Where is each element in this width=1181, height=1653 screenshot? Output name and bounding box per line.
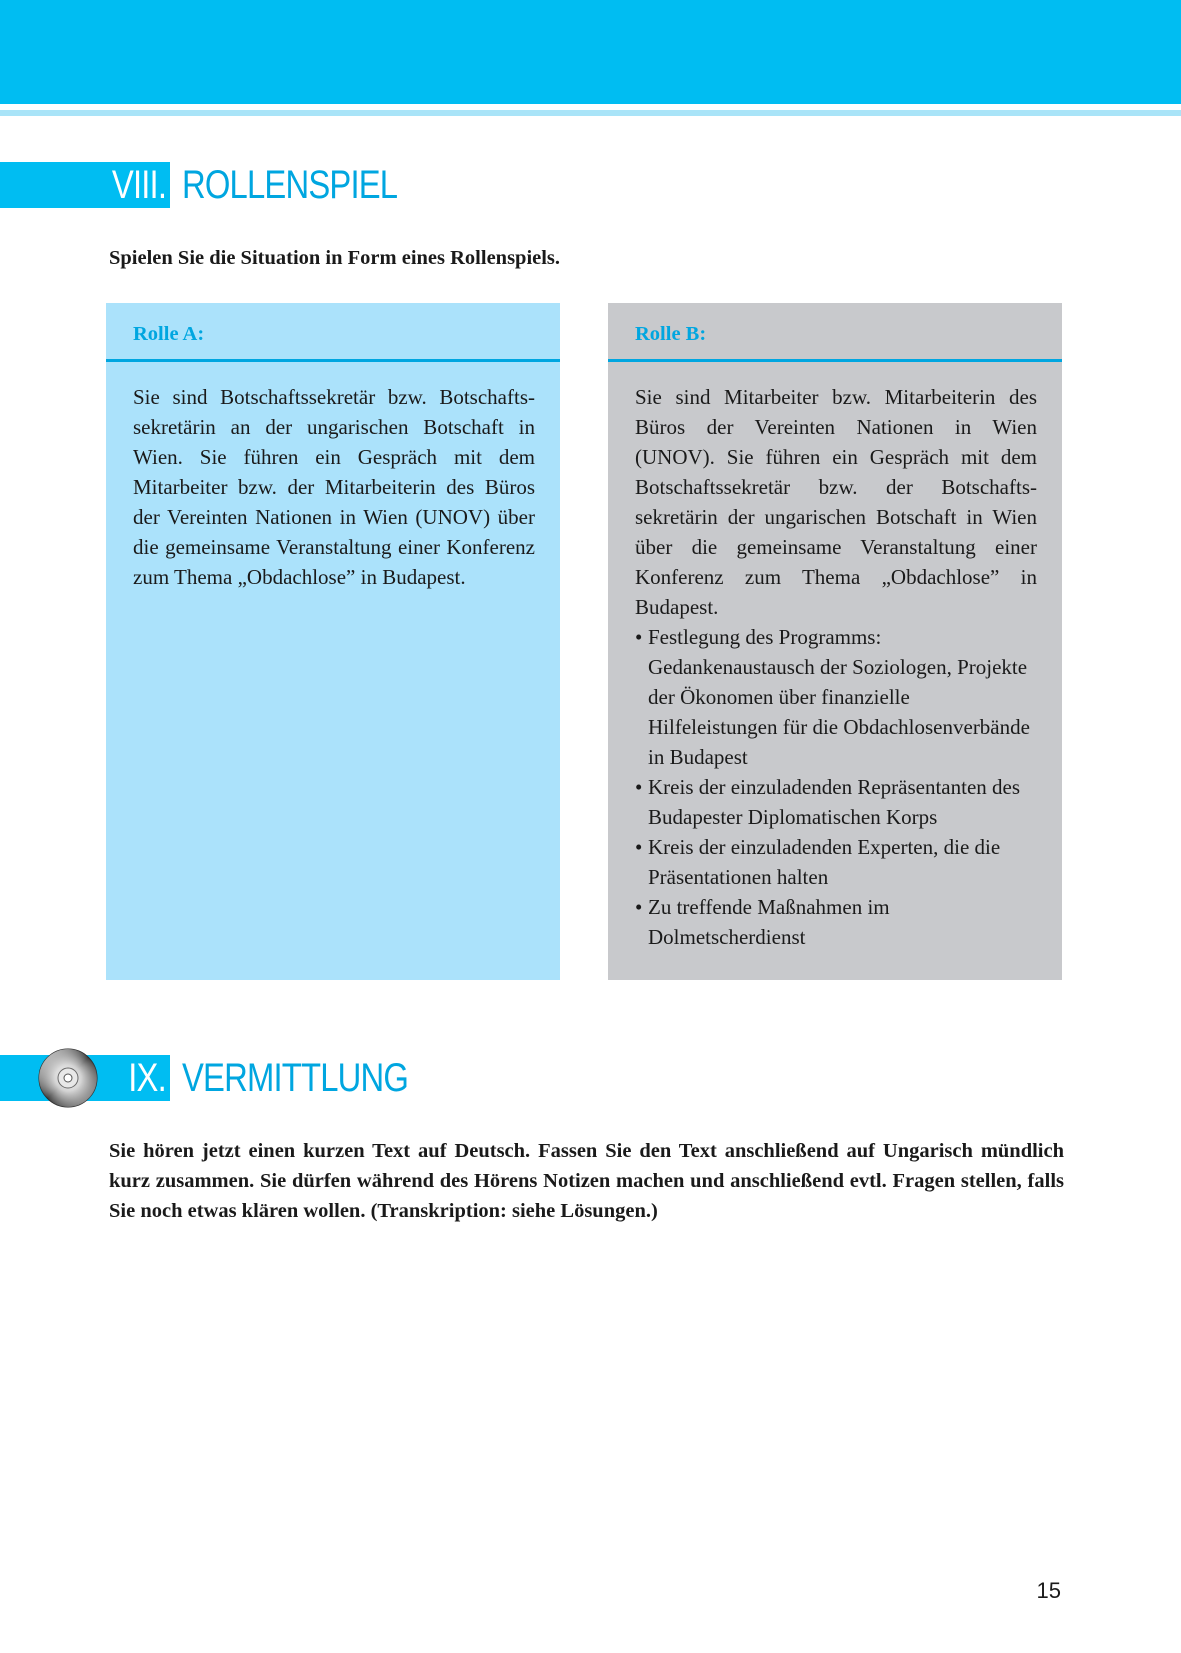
section-viii-heading — [0, 162, 444, 208]
header-band — [0, 0, 1181, 104]
role-b-title: Rolle B: — [608, 303, 1062, 362]
section-ix-number: IX. — [128, 1055, 166, 1100]
section-viii-instruction: Spielen Sie die Situation in Form eines Rollenspiels. — [109, 247, 561, 269]
section-ix-title: VERMITTLUNG — [182, 1055, 409, 1100]
header-rule — [0, 110, 1181, 116]
section-viii-number-block — [0, 162, 170, 208]
page-number: 15 — [1036, 1578, 1061, 1603]
section-viii-number: VIII. — [111, 162, 166, 207]
role-b-body — [608, 362, 1062, 952]
role-b-bullet-list — [635, 622, 1037, 952]
role-a-body — [106, 362, 560, 592]
role-a-text: Sie sind Botschaftssekretär bzw. Botschafts-sekretärin an der ungarischen Botschaft in Wien. Sie führen ein Gespräch mit dem Mitarbeiter bzw. der Mitarbeiterin des Büros der Vereinten Nationen in Wien (UNOV) über die gemeinsame Veranstaltung einer Konferenz zum Thema „Obdachlose” in Budapest. — [133, 385, 535, 589]
role-b-bullet: • Festlegung des Programms: Gedankenaustausch der Soziologen, Projekte der Ökonomen über finanzielle Hilfeleistungen für die Obdachlosenverbände in Budapest — [635, 622, 1037, 772]
role-b-bullet: • Kreis der einzuladenden Experten, die die Präsentationen halten — [635, 832, 1037, 892]
role-a-card — [106, 303, 560, 980]
role-b-card — [608, 303, 1062, 980]
role-b-bullet: • Zu treffende Maßnahmen im Dolmetscherdienst — [635, 892, 1037, 952]
section-ix-instruction: Sie hören jetzt einen kurzen Text auf Deutsch. Fassen Sie den Text anschließend auf Ungarisch mündlich kurz zusammen. Sie dürfen während des Hörens Notizen machen und anschließend evtl. Fragen stellen, falls Sie noch etwas klären wollen. (Transkription: siehe Lösungen.) — [109, 1140, 1064, 1222]
role-b-bullet: • Kreis der einzuladenden Repräsentanten des Budapester Diplomatischen Korps — [635, 772, 1037, 832]
cd-icon — [38, 1048, 98, 1108]
role-b-text: Sie sind Mitarbeiter bzw. Mitarbeiterin des Büros der Vereinten Nationen in Wien (UNOV). Sie führen ein Gespräch mit dem Botschaftssekretär bzw. der Botschafts-sekretärin der ungarischen Botschaft in Wien über die gemeinsame Veranstaltung einer Konferenz zum Thema „Obdachlose” in Budapest. — [635, 385, 1037, 619]
role-a-title: Rolle A: — [106, 303, 560, 362]
section-viii-title: ROLLENSPIEL — [182, 162, 398, 207]
